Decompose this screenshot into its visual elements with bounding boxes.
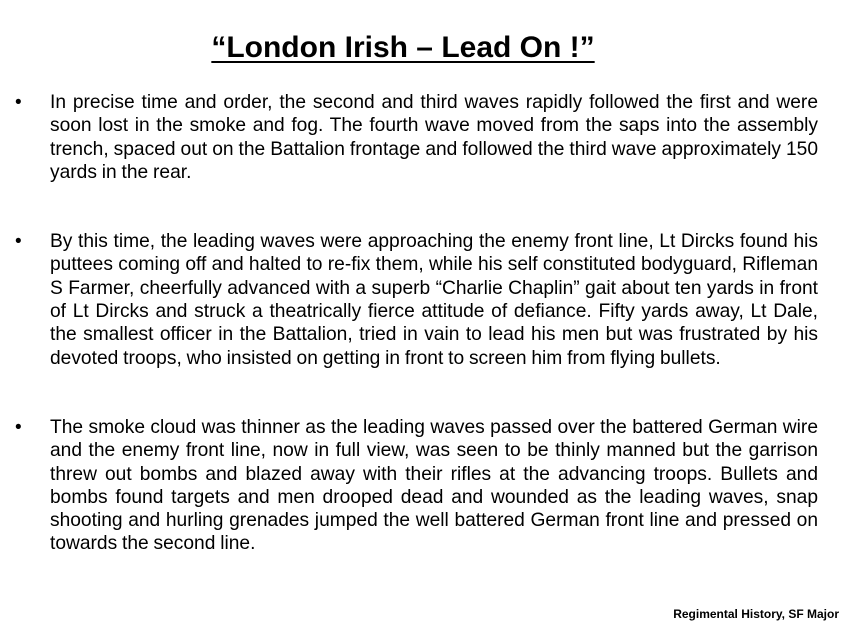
slide-title [0,28,806,68]
source-credit: Regimental History, SF Major [673,607,839,621]
bullet-icon: • [15,92,22,113]
slide-title-text: “London Irish – Lead On !” [211,31,595,64]
bullet-item [15,416,818,556]
bullet-list [15,91,818,556]
bullet-text: The smoke cloud was thinner as the leading waves passed over the battered German wire and the enemy front line, now in full view, was seen to be thinly manned but the garrison threw out bombs and blazed away with their rifles at the advancing troops. Bullets and bombs found targets and men drooped dead and wounded as the leading waves, snap shooting and hurling grenades jumped the well battered German front line and pressed on towards the second line. [50,416,818,555]
bullet-item [15,91,818,184]
bullet-item [15,230,818,370]
bullet-icon: • [15,416,22,438]
bullet-text: By this time, the leading waves were approaching the enemy front line, Lt Dircks found his puttees coming off and halted to re-fix them, while his self constituted bodyguard, Rifleman S Farmer, cheerfully advanced with a superb “Charlie Chaplin” gait about ten yards in front of Lt Dircks and struck a theatrically fierce attitude of defiance. Fifty yards away, Lt Dale, the smallest officer in the Battalion, tried in vain to lead his men but was frustrated by his devoted troops, who insisted on getting in front to screen him from flying bullets. [50,231,818,369]
bullet-text: In precise time and order, the second and third waves rapidly followed the first and were soon lost in the smoke and fog. The fourth wave moved from the saps into the assembly trench, spaced out on the Battalion frontage and followed the third wave approximately 150 yards in the rear. [50,92,818,183]
bullet-icon: • [15,231,22,253]
